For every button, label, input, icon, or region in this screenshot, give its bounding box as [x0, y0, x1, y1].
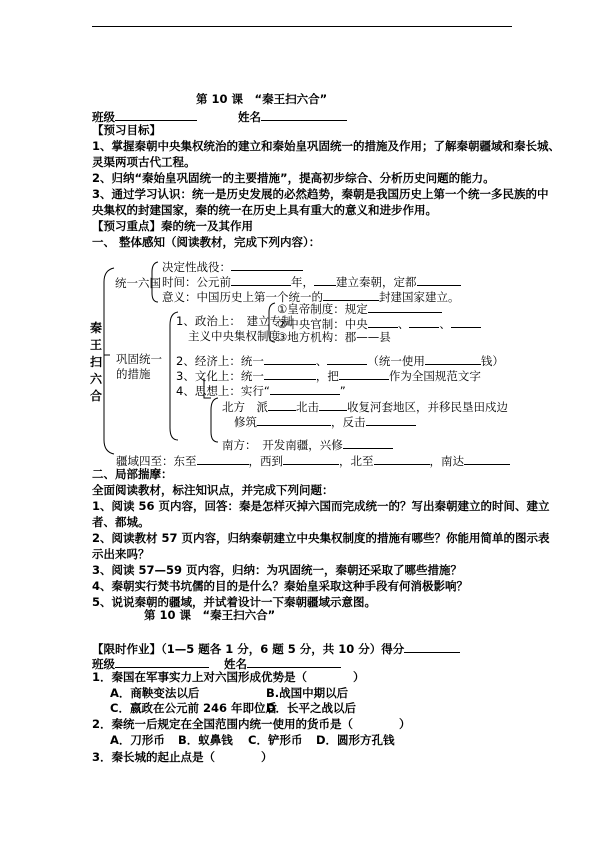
- unify-six-states-label: 统一六国: [115, 276, 161, 290]
- goal-3-line-1: 3、通过学习认识：统一是历史发展的必然趋势，秦朝是我国历史上第一个统一多民族的中: [92, 187, 549, 201]
- question-4: 4、秦朝实行焚书坑儒的目的是什么？秦始皇采取这种手段有何消极影响？: [92, 579, 468, 593]
- founding-meaning: 意义：中国历史上第一个统一的 封建国家建立。: [162, 290, 460, 304]
- consolidate-label-1: 巩固统一: [116, 352, 162, 366]
- section-2-heading: 二、局部揣摩：: [92, 467, 173, 481]
- reading-instructions: 全面阅读教材，标注知识点，并完成下列问题：: [92, 483, 334, 497]
- hq1-option-b: B.战国中期以后: [266, 686, 349, 700]
- consolidate-label-2: 的措施: [116, 367, 151, 381]
- lesson-title: 第 10 课 “秦王扫六合”: [196, 92, 328, 106]
- question-2-line-1: 2、阅读教材 57 页内容，归纳秦朝建立中央集权制度的措施有哪些？你能用简单的图示表: [92, 531, 550, 545]
- question-1-line-2: 者、都城。: [92, 515, 150, 529]
- north-defense: 修筑 ，反击: [234, 413, 416, 429]
- name-label: 姓名: [238, 108, 347, 124]
- economy-measures: 2、经济上：统一 、 （统一使用 钱）: [176, 354, 504, 368]
- goal-1-line-1: 1、掌握秦朝中央集权统治的建立和秦始皇巩固统一的措施及作用；了解秦朝疆域和秦长城、: [92, 139, 560, 153]
- thought-measures: 4、思想上：实行“ ”: [176, 384, 346, 398]
- header-rule: [92, 26, 512, 27]
- decisive-battle: 决定性战役：: [162, 258, 303, 274]
- diagram-root-label: 秦 王 扫 六 合: [89, 321, 102, 403]
- culture-measures: 3、文化上：统一 ，把 作为全国规范文字: [176, 369, 481, 383]
- key-points: 【预习重点】秦的统一及其作用: [92, 219, 253, 233]
- hq1-option-a: A．商鞅变法以后: [110, 686, 200, 700]
- preview-goals-heading: 【预习目标】: [92, 123, 161, 137]
- politics-line-2: 主义中央集权制度: [188, 329, 280, 343]
- question-2-line-2: 示出来吗？: [92, 547, 150, 561]
- central-officials: ②中央官制：中央 、 、: [277, 315, 481, 331]
- goal-2: 2、归纳“秦始皇巩固统一的主要措施”，提高初步综合、分析历史问题的能力。: [92, 171, 495, 185]
- question-5: 5、说说秦朝的疆域，并试着设计一下秦朝疆域示意图。: [92, 595, 376, 609]
- homework-heading: 【限时作业】（1—5 题各 1 分，6 题 5 分，共 10 分）得分: [92, 640, 460, 656]
- homework-question-3: 3．秦长城的起止点是（ ）: [92, 750, 273, 764]
- lesson-title-repeat: 第 10 课 “秦王扫六合”: [144, 608, 276, 622]
- question-1-line-1: 1、阅读 56 页内容，回答：秦是怎样灭掉六国而完成统一的？写出秦朝建立的时间、建立: [92, 499, 550, 513]
- founding-time: 时间：公元前 年， 建立秦朝，定都: [162, 273, 461, 289]
- south-frontier: 南方： 开发南疆，兴修: [222, 436, 393, 452]
- section-1-heading: 一、 整体感知（阅读教材，完成下列内容）：: [92, 235, 321, 249]
- hq2-option-d: D．圆形方孔钱: [316, 733, 395, 747]
- north-frontier: 北方 派 北击 收复河套地区，并移民垦田戍边: [222, 400, 508, 414]
- hq2-option-b: B．蚁鼻钱: [178, 733, 233, 747]
- territory-boundaries: 疆域四至：东至 ，西到 ，北至 ，南达: [116, 452, 510, 468]
- hq2-option-a: A．刀形币: [110, 733, 165, 747]
- homework-class-label: 班级: [92, 655, 209, 671]
- homework-question-2: 2．秦统一后规定在全国范围内统一使用的货币是（ ）: [92, 717, 411, 731]
- hq1-option-c: C．嬴政在公元前 246 年即位后: [110, 701, 277, 715]
- goal-1-line-2: 灵渠两项古代工程。: [92, 155, 196, 169]
- hq2-option-c: C．铲形币: [248, 733, 303, 747]
- local-institutions: ③地方机构：郡——县: [277, 330, 391, 344]
- question-3: 3、阅读 57—59 页内容，归纳：为巩固统一，秦朝还采取了哪些措施？: [92, 563, 463, 577]
- class-label: 班级: [92, 108, 197, 124]
- homework-question-1: 1．秦国在军事实力上对六国形成优势是（ ）: [92, 670, 365, 684]
- homework-name-label: 姓名: [224, 655, 341, 671]
- hq1-option-d: D．长平之战以后: [266, 701, 357, 715]
- politics-line-1: 1、政治上： 建立专制: [176, 314, 293, 328]
- goal-3-line-2: 央集权的封建国家，秦的统一在历史上具有重大的意义和进步作用。: [92, 203, 437, 217]
- emperor-system: ①皇帝制度：规定: [277, 300, 442, 316]
